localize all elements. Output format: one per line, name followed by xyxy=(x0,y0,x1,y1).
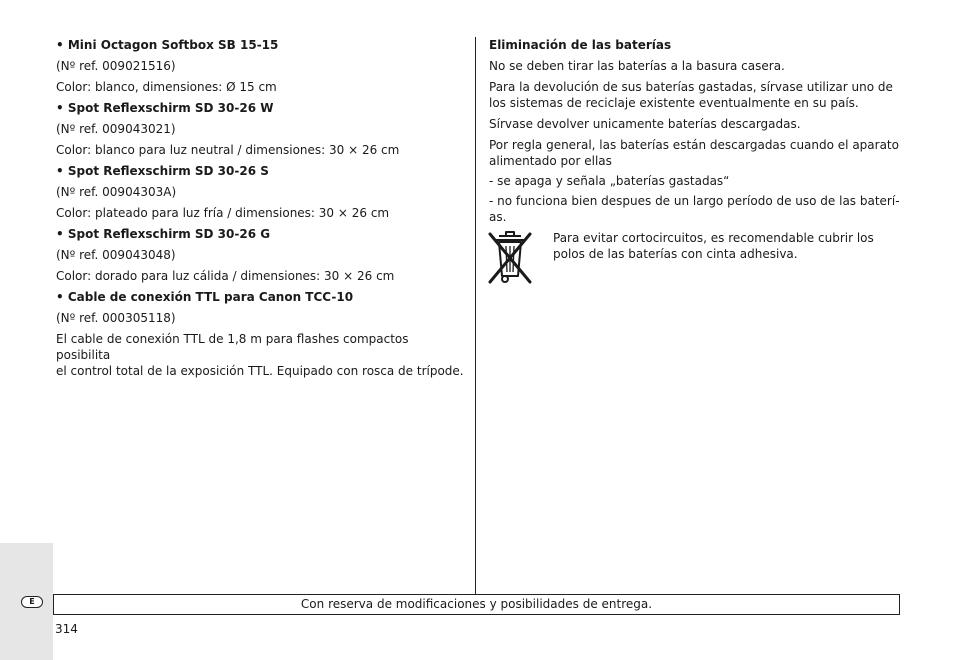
paragraph: - se apaga y señala „baterías gastadas“ xyxy=(489,174,730,188)
item-5-desc xyxy=(56,331,466,379)
paragraph-line: Para la devolución de sus baterías gastadas, sírvase utilizar uno de xyxy=(489,80,893,94)
item-2-title: • Spot Reflexschirm SD 30-26 W xyxy=(56,101,274,115)
battery-disposal-column xyxy=(489,37,901,262)
paragraph xyxy=(489,193,901,225)
item-2-ref: (Nº ref. 009043021) xyxy=(56,122,176,136)
item-2-desc: Color: blanco para luz neutral / dimensiones: 30 × 26 cm xyxy=(56,143,400,157)
paragraph-line: as. xyxy=(489,210,507,224)
item-1-ref: (Nº ref. 009021516) xyxy=(56,59,176,73)
paragraph-line: los sistemas de reciclaje existente eventualmente en su país. xyxy=(489,96,859,110)
item-4-title: • Spot Reflexschirm SD 30-26 G xyxy=(56,227,271,241)
paragraph xyxy=(489,79,901,111)
accessories-column xyxy=(56,37,466,379)
battery-note-line: Para evitar cortocircuitos, es recomendable cubrir los xyxy=(553,231,874,245)
battery-note xyxy=(489,230,901,262)
page-number: 314 xyxy=(55,622,78,636)
language-badge: E xyxy=(21,596,43,608)
paragraph-line: alimentado por ellas xyxy=(489,154,612,168)
column-divider xyxy=(475,37,476,594)
paragraph xyxy=(489,137,901,169)
battery-note-text xyxy=(553,230,901,262)
section-heading: Eliminación de las baterías xyxy=(489,38,672,52)
item-5-desc-line: El cable de conexión TTL de 1,8 m para flashes compactos posibilita xyxy=(56,332,409,362)
crossed-out-wheelie-bin-icon xyxy=(486,230,534,286)
item-5-ref: (Nº ref. 000305118) xyxy=(56,311,176,325)
paragraph: Sírvase devolver unicamente baterías descargadas. xyxy=(489,117,801,131)
paragraph-line: - no funciona bien despues de un largo período de uso de las baterí- xyxy=(489,194,900,208)
footer-notice: Con reserva de modificaciones y posibilidades de entrega. xyxy=(53,594,900,615)
item-1-title: • Mini Octagon Softbox SB 15-15 xyxy=(56,38,279,52)
item-4-ref: (Nº ref. 009043048) xyxy=(56,248,176,262)
item-3-desc: Color: plateado para luz fría / dimensiones: 30 × 26 cm xyxy=(56,206,390,220)
item-1-desc: Color: blanco, dimensiones: Ø 15 cm xyxy=(56,80,277,94)
item-3-title: • Spot Reflexschirm SD 30-26 S xyxy=(56,164,269,178)
item-4-desc: Color: dorado para luz cálida / dimensiones: 30 × 26 cm xyxy=(56,269,395,283)
paragraph-line: Por regla general, las baterías están descargadas cuando el aparato xyxy=(489,138,899,152)
item-5-desc-line: el control total de la exposición TTL. Equipado con rosca de trípode. xyxy=(56,364,464,378)
item-5-title: • Cable de conexión TTL para Canon TCC-10 xyxy=(56,290,354,304)
battery-note-line: polos de las baterías con cinta adhesiva. xyxy=(553,247,798,261)
paragraph: No se deben tirar las baterías a la basura casera. xyxy=(489,59,785,73)
item-3-ref: (Nº ref. 00904303A) xyxy=(56,185,177,199)
